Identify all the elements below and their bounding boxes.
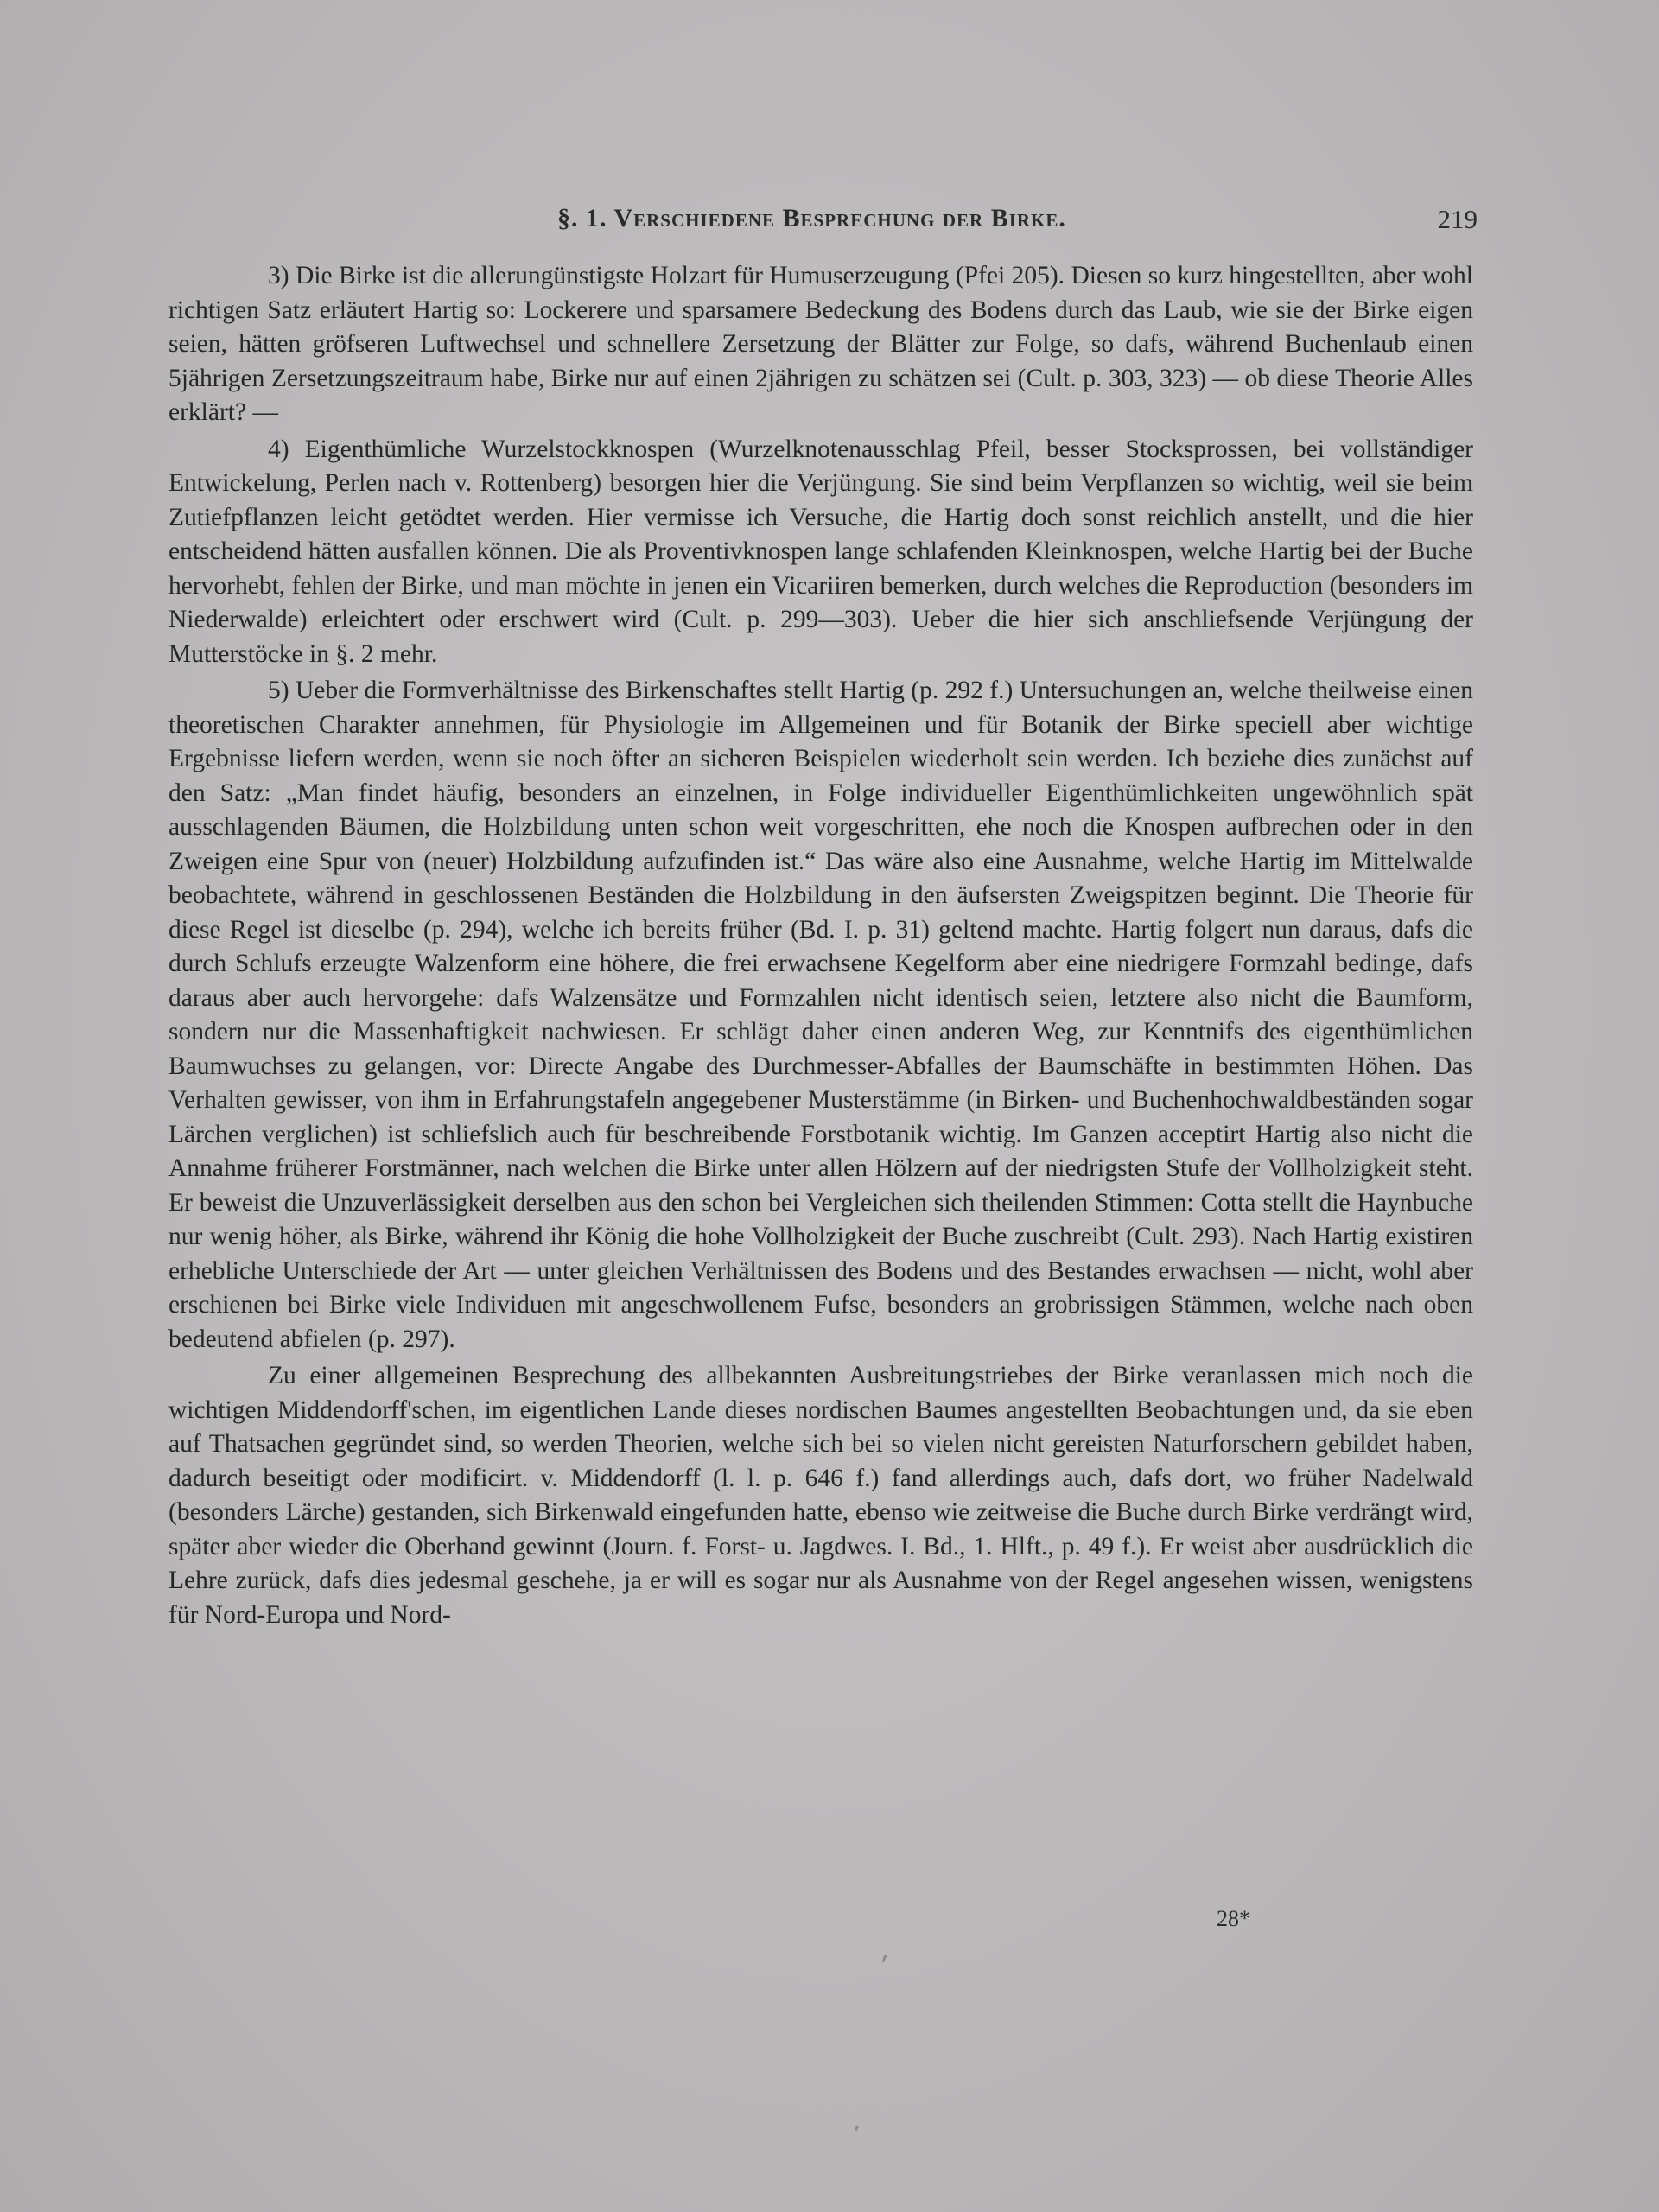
- print-speck: [855, 2126, 859, 2132]
- paragraph-ausbreitungstrieb: Zu einer allgemeinen Besprechung des allbekannten Ausbreitungstriebes der Birke veranlassen mich noch die wichtigen Middendorff'schen, im eigentlichen Lande dieses nordischen Baumes angestellten Beobachtungen und, da sie eben auf Thatsachen gegründet sind, so werden Theorien, welche sich bei so vielen nicht gereisten Naturforschern gebildet haben, dadurch beseitigt oder modificirt. v. Middendorff (l. l. p. 646 f.) fand allerdings auch, dafs dort, wo früher Nadelwald (besonders Lärche) gestanden, sich Birkenwald eingefunden hatte, ebenso wie zeitweise die Buche durch Birke verdrängt wird, später aber wieder die Oberhand gewinnt (Journ. f. Forst- u. Jagdwes. I. Bd., 1. Hlft., p. 49 f.). Er weist aber ausdrücklich die Lehre zurück, dafs dies jedesmal geschehe, ja er will es sogar nur als Ausnahme von der Regel angesehen wissen, wenigstens für Nord-Europa und Nord-: [168, 1362, 1473, 1629]
- print-speck: [882, 1955, 887, 1962]
- running-title: §. 1. Verschiedene Besprechung der Birke.: [557, 204, 1066, 232]
- page-header: [164, 199, 1478, 237]
- paragraph-5-formverhaeltnisse: 5) Ueber die Formverhältnisse des Birkenschaftes stellt Hartig (p. 292 f.) Untersuchungen an, welche theilweise einen theoretischen Charakter annehmen, für Physiologie im Allgemeinen und für Botanik der Birke speciell aber wichtige Ergebnisse liefern werden, wenn sie noch öfter an sicheren Beispielen wiederholt sein werden. Ich beziehe dies zunächst auf den Satz: „Man findet häufig, besonders an einzelnen, in Folge individueller Eigenthümlichkeiten ungewöhnlich spät ausschlagenden Bäumen, die Holzbildung unten schon weit vorgeschritten, ehe noch die Knospen aufbrechen oder in den Zweigen eine Spur von (neuer) Holzbildung aufzufinden ist.“ Das wäre also eine Ausnahme, welche Hartig im Mittelwalde beobachtete, während in geschlossenen Beständen die Holzbildung in den äufsersten Zweigspitzen beginnt. Die Theorie für diese Regel ist dieselbe (p. 294), welche ich bereits früher (Bd. I. p. 31) geltend machte. Hartig folgert nun daraus, dafs die durch Schlufs erzeugte Walzenform eine höhere, die frei erwachsene Kegelform aber eine niedrigere Formzahl bedinge, dafs daraus aber auch hervorgehe: dafs Walzensätze und Formzahlen nicht identisch seien, letztere also nicht die Baumform, sondern nur die Massenhaftigkeit nachwiesen. Er schlägt daher einen anderen Weg, zur Kenntnifs des eigenthümlichen Baumwuchses zu gelangen, vor: Directe Angabe des Durchmesser-Abfalles der Baumschäfte in bestimmten Höhen. Das Verhalten gewisser, von ihm in Erfahrungstafeln angegebener Musterstämme (in Birken- und Buchenhochwaldbeständen sogar Lärchen verglichen) ist schliefslich auch für beschreibende Forstbotanik wichtig. Im Ganzen acceptirt Hartig also nicht die Annahme früherer Forstmänner, nach welchen die Birke unter allen Hölzern auf der niedrigsten Stufe der Vollholzigkeit steht. Er beweist die Unzuverlässigkeit derselben aus den schon bei Vergleichen sich theilenden Stimmen: Cotta stellt die Haynbuche nur wenig höher, als Birke, während ihr König die hohe Vollholzigkeit der Buche zuschreibt (Cult. 293). Nach Hartig existiren erhebliche Unterschiede der Art — unter gleichen Verhältnissen des Bodens und des Bestandes erwachsen — nicht, wohl aber erschienen bei Birke viele Individuen mit angeschwollenem Fufse, besonders an grobrissigen Stämmen, welche nach oben bedeutend abfielen (p. 297).: [168, 677, 1473, 1353]
- signature-mark: 28*: [1217, 1906, 1250, 1931]
- body-text: [168, 259, 1473, 1635]
- paragraph-4-wurzelstockknospen: 4) Eigenthümliche Wurzelstockknospen (Wurzelknotenausschlag Pfeil, besser Stocksprossen, bei vollständiger Entwickelung, Perlen nach v. Rottenberg) besorgen hier die Verjüngung. Sie sind beim Verpflanzen so wichtig, weil sie beim Zutiefpflanzen leicht getödtet werden. Hier vermisse ich Versuche, die Hartig doch sonst reichlich anstellt, und die hier entscheidend hätten ausfallen können. Die als Proventivknospen lange schlafenden Kleinknospen, welche Hartig bei der Buche hervorhebt, fehlen der Birke, und man möchte in jenen ein Vicariiren bemerken, durch welches die Reproduction (besonders im Niederwalde) erleichtert oder erschwert wird (Cult. p. 299—303). Ueber die hier sich anschliefsende Verjüngung der Mutterstöcke in §. 2 mehr.: [168, 435, 1473, 668]
- page-number: 219: [1437, 204, 1478, 234]
- paragraph-3-humus: 3) Die Birke ist die allerungünstigste Holzart für Humuserzeugung (Pfei 205). Diesen so kurz hingestellten, aber wohl richtigen Satz erläutert Hartig so: Lockerere und sparsamere Bedeckung des Bodens durch das Laub, wie sie der Birke eigen seien, hätten gröfseren Luftwechsel und schnellere Zersetzung der Blätter zur Folge, so dafs, während Buchenlaub einen 5jährigen Zersetzungszeitraum habe, Birke nur auf einen 2jährigen zu schätzen sei (Cult. p. 303, 323) — ob diese Theorie Alles erklärt? —: [168, 262, 1473, 426]
